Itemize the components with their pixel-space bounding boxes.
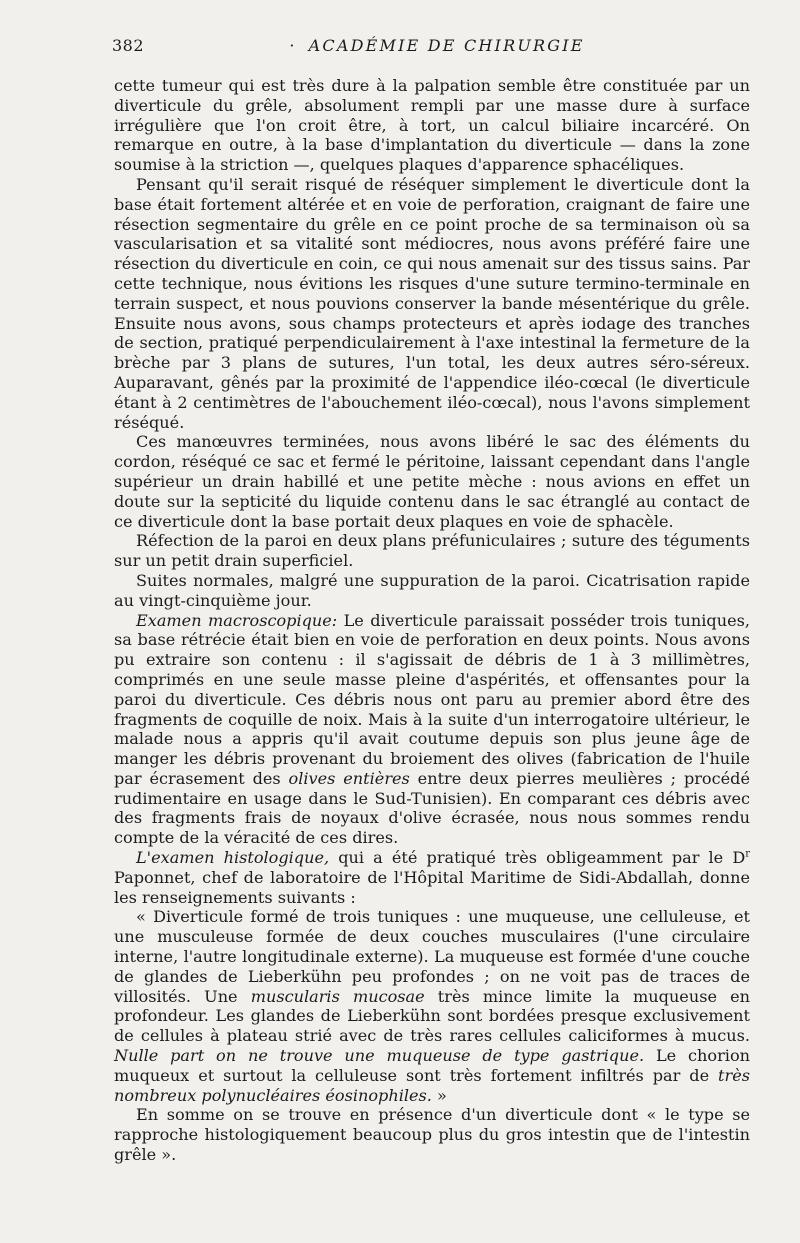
- doctor-abbreviation-sup: r: [745, 848, 751, 860]
- paragraph-conclusion: En somme on se trouve en présence d'un diverticule dont « le type se rapproche histologiquement beaucoup plus du gros intestin que de l'intestin grêle ».: [114, 1105, 750, 1165]
- histology-heading: L'examen histologique,: [136, 848, 330, 868]
- page-number: 382: [112, 36, 145, 55]
- paragraph-tumor-description: cette tumeur qui est très dure à la palpation semble être constituée par un diverticule du grêle, absolument rempli par une masse dure à surface irrégulière que l'on croit être, à tort, un calcul biliaire incarcéré. On remarque en outre, à la base d'implantation du diverticule — dans la zone soumise à la striction —, quelques plaques d'apparence sphacéliques.: [114, 76, 750, 175]
- body-text: [114, 76, 750, 1165]
- running-title: [112, 36, 762, 55]
- paragraph-postoperative-course: Suites normales, malgré une suppuration de la paroi. Cicatrisation rapide au vingt-cinquième jour.: [114, 570, 750, 610]
- histology-quote-italic-b: Nulle part on ne trouve une muqueuse de type gastrique.: [114, 1046, 645, 1066]
- histology-intro-text-b: Paponnet, chef de laboratoire de l'Hôpital Maritime de Sidi-Abdallah, donne les renseignements suivants :: [114, 867, 750, 907]
- header-separator: ·: [289, 36, 297, 55]
- histology-quote-text-d: »: [431, 1085, 447, 1105]
- histology-quote-text-b: très mince limite la muqueuse en profondeur. Les glandes de Lieberkühn sont bordées presque exclusivement de cellules à plateau strié avec de très rares cellules caliciformes à mucus.: [114, 986, 750, 1046]
- paragraph-sac-closure: Ces manœuvres terminées, nous avons libéré le sac des éléments du cordon, réséqué ce sac et fermé le péritoine, laissant cependant dans l'angle supérieur un drain habillé et une petite mèche : nous avions en effet un doute sur la septicité du liquide contenu dans le sac étranglé au contact de ce diverticule dont la base portait deux plaques en voie de sphacèle.: [114, 432, 750, 531]
- paragraph-histology-intro: [114, 848, 750, 907]
- histology-intro-text-a: qui a été pratiqué très obligeamment par le D: [329, 848, 746, 868]
- page-header: [112, 36, 762, 60]
- running-title-text: ACADÉMIE DE CHIRURGIE: [308, 36, 585, 55]
- histology-quote-italic-c: très nombreux polynucléaires éosinophiles.: [114, 1065, 750, 1105]
- paragraph-resection-technique: Pensant qu'il serait risqué de réséquer simplement le diverticule dont la base était fortement altérée et en voie de perforation, craignant de faire une résection segmentaire du grêle en ce point proche de sa terminaison où sa vascularisation et sa vitalité sont médiocres, nous avons préféré faire une résection du diverticule en coin, ce qui nous amenait sur des tissus sains. Par cette technique, nous évitions les risques d'une suture termino-terminale en terrain suspect, et nous pouvions conserver la bande mésentérique du grêle. Ensuite nous avons, sous champs protecteurs et après iodage des tranches de section, pratiqué perpendiculairement à l'axe intestinal la fermeture de la brèche par 3 plans de sutures, l'un total, les deux autres séro-séreux. Auparavant, gênés par la proximité de l'appendice iléo-cœcal (le diverticule étant à 2 centimètres de l'abouchement iléo-cœcal), nous l'avons simplement réséqué.: [114, 174, 750, 432]
- paragraph-macroscopic-exam: [114, 611, 750, 849]
- histology-quote-italic-a: muscularis mucosae: [250, 986, 425, 1006]
- paragraph-wall-repair: Réfection de la paroi en deux plans préfuniculaires ; suture des téguments sur un petit drain superficiel.: [114, 531, 750, 571]
- histology-quote-text-a: « Diverticule formé de trois tuniques : une muqueuse, une celluleuse, et une musculeuse formée de deux couches musculaires (l'une circulaire interne, l'autre longitudinale externe). La muqueuse est formée d'une couche de glandes de Lieberkühn peu profondes ; on ne voit pas de traces de villosités. Une: [114, 907, 750, 1006]
- macroscopic-exam-text-a: Le diverticule paraissait posséder trois tuniques, sa base rétrécie était bien en voie de perforation en deux points. Nous avons pu extraire son contenu : il s'agissait de débris de 1 à 3 millimètres, comprimés en une seule masse pleine d'aspérités, et offensantes pour la paroi du diverticule. Ces débris nous ont paru au premier abord être des fragments de coquille de noix. Mais à la suite d'un interrogatoire ultérieur, le malade nous a appris qu'il avait coutume depuis son plus jeune âge de manger les débris provenant du broiement des olives (fabrication de l'huile par écrasement des: [114, 610, 750, 788]
- histology-quote-text-c: Le chorion muqueux et surtout la celluleuse sont très fortement infiltrés par de: [114, 1046, 750, 1085]
- macroscopic-exam-text-b: entre deux pierres meulières ; procédé rudimentaire en usage dans le Sud-Tunisien). En comparant ces débris avec des fragments frais de noyaux d'olive écrasée, nous nous sommes rendu compte de la véracité de ces dires.: [114, 768, 750, 848]
- macroscopic-exam-italic: olives entières: [288, 768, 410, 788]
- paragraph-histology-quote: [114, 907, 750, 1105]
- macroscopic-exam-heading: Examen macroscopique:: [136, 610, 338, 630]
